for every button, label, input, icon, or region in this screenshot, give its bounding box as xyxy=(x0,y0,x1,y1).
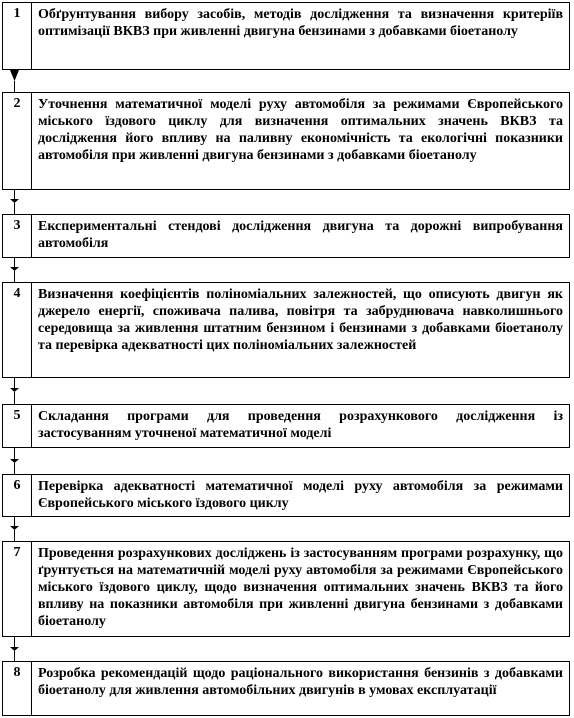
step-text: Обґрунтування вибору засобів, методів дослідження та визначення критеріїв оптимізації ВКВЗ при живленні двигуна бензинами з добавками біоетанолу xyxy=(38,7,563,39)
step-2 xyxy=(2,92,570,190)
step-1 xyxy=(2,2,570,70)
step-7 xyxy=(2,541,570,637)
step-text: Визначення коефіцієнтів поліноміальних залежностей, що описують двигун як джерело енергії, споживача палива, повітря та забруднювача навколишнього середовища за живлення штатним бензином і бензинами з добавками біоетанолу та перевірка адекватності цих поліноміальних залежностей xyxy=(38,287,563,353)
arrowhead-4 xyxy=(10,267,19,271)
step-number: 8 xyxy=(3,662,32,715)
step-5 xyxy=(2,404,570,448)
step-8 xyxy=(2,661,570,716)
step-number: 5 xyxy=(3,405,32,447)
step-number: 1 xyxy=(3,3,32,69)
step-text: Перевірка адекватності математичної моделі руху автомобіля за режимами Європейського міського їздового циклу xyxy=(38,479,563,511)
arrowhead-3 xyxy=(10,199,19,203)
arrowhead-7 xyxy=(10,526,19,530)
step-text: Проведення розрахункових досліджень із застосуванням програми розрахунку, що ґрунтується на математичній моделі руху автомобіля за режимами Європейського міського їздового циклу, щодо визначення оптимальних значень ВКВЗ та його впливу на показники автомобіля при живленні двигуна бензинами з добавками біоетанолу xyxy=(38,546,563,629)
step-6 xyxy=(2,474,570,517)
arrowhead-2 xyxy=(10,70,19,81)
step-3 xyxy=(2,214,570,258)
arrowhead-5 xyxy=(10,388,19,392)
arrowhead-6 xyxy=(10,459,19,463)
step-text: Розробка рекомендацій щодо раціонального використання бензинів з добавками біоетанолу для живлення автомобільних двигунів в умовах експлуатації xyxy=(38,666,563,698)
step-text: Складання програми для проведення розрахункового дослідження із застосуванням уточненої математичної моделі xyxy=(38,409,563,441)
step-4 xyxy=(2,282,570,378)
step-text: Експериментальні стендові дослідження двигуна та дорожні випробування автомобіля xyxy=(38,219,563,251)
step-number: 6 xyxy=(3,475,32,516)
step-text: Уточнення математичної моделі руху автомобіля за режимами Європейського міського їздового циклу для визначення оптимальних значень ВКВЗ та дослідження його впливу на паливну економічність та екологічні показники автомобіля при живленні двигуна бензинами з добавками біоетанолу xyxy=(38,97,563,163)
arrowhead-8 xyxy=(10,647,19,651)
step-number: 7 xyxy=(3,542,32,636)
step-number: 4 xyxy=(3,283,32,377)
step-number: 3 xyxy=(3,215,32,257)
step-number: 2 xyxy=(3,93,32,189)
